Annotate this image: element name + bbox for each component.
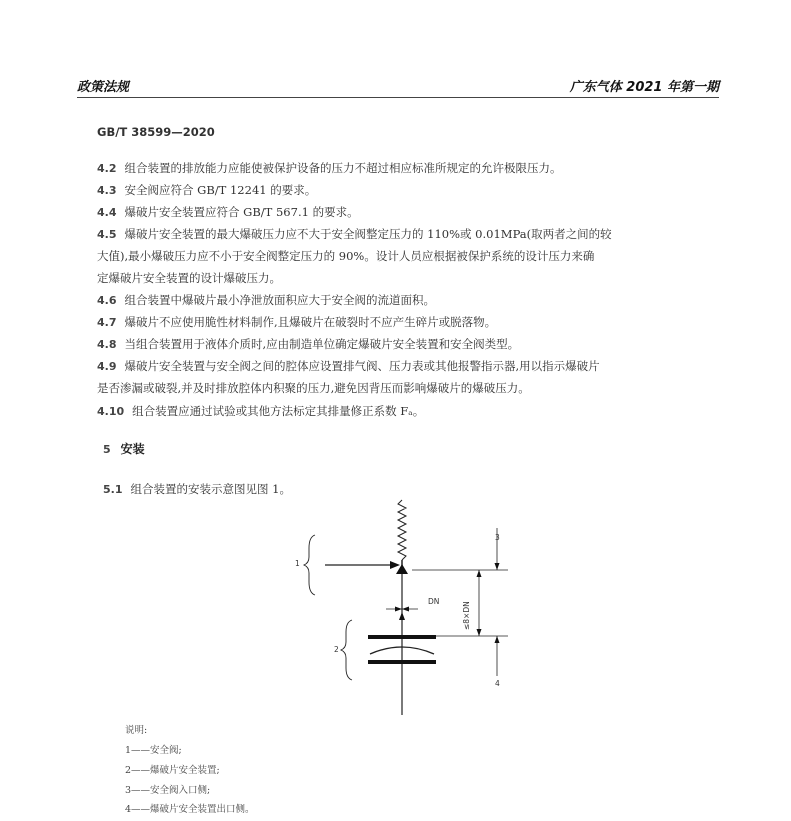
clause-number: 4.9	[97, 360, 117, 373]
clause-number: 4.3	[97, 184, 117, 197]
standard-number: GB/T 38599—2020	[97, 125, 215, 139]
valve-spring	[398, 500, 406, 560]
clause-number: 4.10	[97, 405, 125, 418]
dim-arrow	[495, 563, 500, 570]
dim-arrow	[477, 629, 482, 636]
clause-text: 组合装置应通过试验或其他方法标定其排量修正系数 Fₐ。	[132, 404, 425, 418]
label-4: 4	[495, 679, 500, 688]
clause-number: 5.1	[103, 483, 123, 496]
clause-4-5-line-3: 定爆破片安全装置的设计爆破压力。	[97, 271, 281, 285]
legend-title: 说明:	[125, 725, 148, 736]
flange-top	[368, 635, 436, 639]
flange-bottom	[368, 660, 436, 664]
clause-number: 4.8	[97, 338, 117, 351]
clause-number: 4.6	[97, 294, 117, 307]
upward-arrowhead	[399, 612, 405, 620]
label-3: 3	[495, 533, 500, 542]
legend-item: 3——安全阀入口侧;	[125, 785, 211, 796]
clause-number: 4.2	[97, 162, 117, 175]
clause-text: 当组合装置用于液体介质时,应由制造单位确定爆破片安全装置和安全阀类型。	[124, 337, 520, 351]
label-2: 2	[334, 645, 339, 654]
clause-number: 4.4	[97, 206, 117, 219]
brace-1	[304, 535, 315, 595]
clause-number: 4.7	[97, 316, 117, 329]
clause-4-9-line-2: 是否渗漏或破裂,并及时排放腔体内积聚的压力,避免因背压而影响爆破片的爆破压力。	[97, 381, 530, 395]
clause-text: 爆破片安全装置的最大爆破压力应不大于安全阀整定压力的 110%或 0.01MPa(取两者之间的较	[124, 227, 612, 241]
label-1: 1	[295, 559, 300, 568]
label-8dn: ≤8×DN	[462, 601, 471, 630]
section-number: 5	[103, 443, 111, 456]
clause-text: 组合装置的安装示意图见图 1。	[130, 482, 291, 496]
clause-text: 爆破片不应使用脆性材料制作,且爆破片在破裂时不应产生碎片或脱落物。	[124, 315, 497, 329]
outlet-arrowhead	[390, 561, 400, 569]
clause-4-5-line-2: 大值),最小爆破压力应不小于安全阀整定压力的 90%。设计人员应根据被保护系统的设计压力来确	[97, 249, 595, 263]
header-left: 政策法规	[77, 80, 130, 95]
legend-item: 1——安全阀;	[125, 745, 182, 756]
clause-number: 4.5	[97, 228, 117, 241]
clause-text: 爆破片安全装置与安全阀之间的腔体应设置排气阀、压力表或其他报警指示器,用以指示爆破片	[124, 359, 600, 373]
section-title: 安装	[120, 442, 145, 456]
dim-arrow	[402, 607, 409, 612]
dim-arrow	[495, 636, 500, 643]
dim-arrow	[395, 607, 402, 612]
legend-item: 2——爆破片安全装置;	[125, 765, 220, 776]
clause-text: 组合装置中爆破片最小净泄放面积应大于安全阀的流道面积。	[124, 293, 435, 307]
brace-2	[341, 620, 352, 680]
label-dn: DN	[428, 597, 440, 606]
clause-text: 组合装置的排放能力应能使被保护设备的压力不超过相应标准所规定的允许极限压力。	[124, 161, 562, 175]
clause-text: 安全阀应符合 GB/T 12241 的要求。	[124, 183, 317, 197]
legend-item: 4——爆破片安全装置出口侧。	[125, 804, 255, 815]
dim-arrow	[477, 570, 482, 577]
header-right: 广东气体 2021 年第一期	[569, 80, 719, 95]
clause-text: 爆破片安全装置应符合 GB/T 567.1 的要求。	[124, 205, 359, 219]
